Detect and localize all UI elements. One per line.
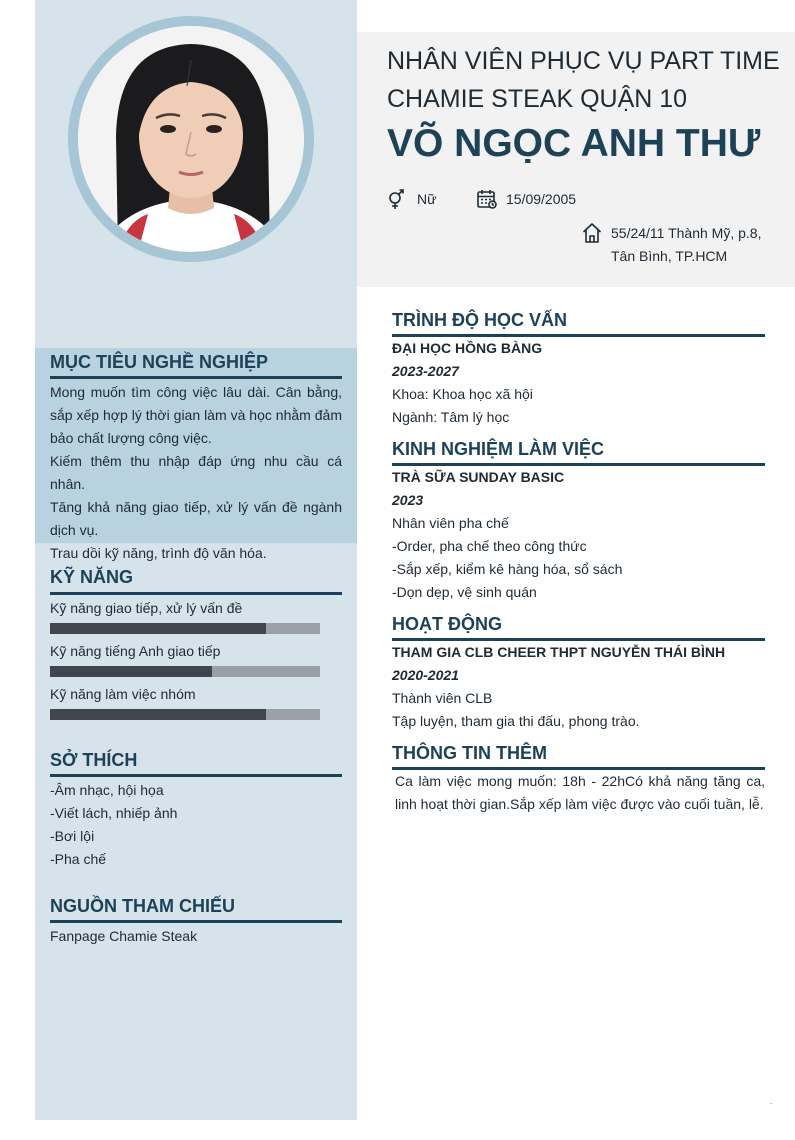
hobbies-title: SỞ THÍCH bbox=[50, 750, 138, 770]
activity-line: Tập luyện, tham gia thi đấu, phong trào. bbox=[392, 713, 640, 729]
skill-label: Kỹ năng làm việc nhóm bbox=[50, 686, 196, 702]
additional-info-title: THÔNG TIN THÊM bbox=[392, 743, 547, 763]
skill-bar-fill bbox=[50, 623, 266, 634]
skill-bar-track bbox=[50, 623, 320, 634]
objective-title: MỤC TIÊU NGHỀ NGHIỆP bbox=[50, 352, 269, 372]
company-name: TRÀ SỮA SUNDAY BASIC bbox=[392, 469, 565, 485]
additional-info-text: Ca làm việc mong muốn: 18h - 22hCó khả năng tăng ca, linh hoạt thời gian.Sắp xếp làm việc được vào cuối tuần, lễ. bbox=[395, 773, 765, 812]
education-title: TRÌNH ĐỘ HỌC VẤN bbox=[392, 310, 567, 330]
objective-paragraph: Mong muốn tìm công việc lâu dài. Cân bằng, sắp xếp hợp lý thời gian làm và học nhằm đảm bảo chất lượng công việc. bbox=[50, 384, 342, 446]
skill-label: Kỹ năng tiếng Anh giao tiếp bbox=[50, 643, 221, 659]
job-title-line: NHÂN VIÊN PHỤC VỤ PART TIME bbox=[387, 47, 780, 75]
header-panel bbox=[357, 32, 795, 287]
objective-paragraph: Trau dồi kỹ năng, trình độ văn hóa. bbox=[50, 545, 267, 561]
experience-line: -Dọn dẹp, vệ sinh quán bbox=[392, 584, 537, 600]
skill-label: Kỹ năng giao tiếp, xử lý vấn đề bbox=[50, 600, 243, 616]
objective-paragraph: Tăng khả năng giao tiếp, xử lý vấn đề ngành dịch vụ. bbox=[50, 499, 342, 538]
experience-title: KINH NGHIỆM LÀM VIỆC bbox=[392, 439, 605, 459]
home-icon bbox=[582, 222, 602, 249]
skill-bar-fill bbox=[50, 666, 212, 677]
address bbox=[611, 222, 761, 268]
experience-line: Nhân viên pha chế bbox=[392, 515, 509, 531]
skill-item bbox=[50, 685, 342, 703]
skill-item bbox=[50, 599, 342, 617]
objective-paragraph: Kiếm thêm thu nhập đáp ứng nhu cầu cá nhân. bbox=[50, 453, 342, 492]
hobby-item: -Bơi lội bbox=[50, 828, 95, 844]
experience-time: 2023 bbox=[392, 492, 424, 508]
reference-item: Fanpage Chamie Steak bbox=[50, 928, 198, 944]
hobby-item: -Pha chế bbox=[50, 851, 107, 867]
skills-title: KỸ NĂNG bbox=[50, 567, 134, 587]
skills-divider bbox=[50, 592, 342, 595]
skill-bar-track bbox=[50, 666, 320, 677]
job-title-line: CHAMIE STEAK QUẬN 10 bbox=[387, 85, 688, 113]
footer-mark: . bbox=[770, 1097, 773, 1106]
school-name: ĐẠI HỌC HỒNG BÀNG bbox=[392, 340, 543, 356]
candidate-name: VÕ NGỌC ANH THƯ bbox=[387, 122, 761, 165]
activity-time: 2020-2021 bbox=[392, 667, 459, 683]
calendar-icon bbox=[476, 188, 498, 215]
gender-value: Nữ bbox=[417, 191, 437, 207]
references-list bbox=[50, 925, 342, 948]
activity-line: Thành viên CLB bbox=[392, 690, 493, 706]
hobby-item: -Âm nhạc, hội họa bbox=[50, 782, 164, 798]
job-title bbox=[387, 42, 787, 118]
education-entry bbox=[392, 337, 765, 429]
activities-entry bbox=[392, 641, 765, 733]
activities-title: HOẠT ĐỘNG bbox=[392, 614, 502, 634]
skill-bar-track bbox=[50, 709, 320, 720]
skill-bar-fill bbox=[50, 709, 266, 720]
left-column bbox=[35, 0, 357, 1120]
birthday-value: 15/09/2005 bbox=[506, 191, 577, 207]
profile-photo bbox=[78, 26, 304, 252]
hobbies-list bbox=[50, 779, 342, 871]
references-divider bbox=[50, 920, 342, 923]
profile-photo-frame bbox=[68, 16, 314, 262]
address-line: 55/24/11 Thành Mỹ, p.8, bbox=[611, 225, 762, 241]
experience-entry bbox=[392, 466, 765, 604]
activity-org: THAM GIA CLB CHEER THPT NGUYỄN THÁI BÌNH bbox=[392, 644, 726, 660]
skill-item bbox=[50, 642, 342, 660]
experience-line: -Order, pha chế theo công thức bbox=[392, 538, 587, 554]
education-time: 2023-2027 bbox=[392, 363, 459, 379]
education-line: Ngành: Tâm lý học bbox=[392, 409, 510, 425]
hobby-item: -Viết lách, nhiếp ảnh bbox=[50, 805, 178, 821]
objective-text bbox=[50, 381, 342, 565]
objective-divider bbox=[50, 376, 342, 379]
education-line: Khoa: Khoa học xã hội bbox=[392, 386, 533, 402]
hobbies-divider bbox=[50, 774, 342, 777]
references-title: NGUỒN THAM CHIẾU bbox=[50, 896, 235, 916]
experience-line: -Sắp xếp, kiểm kê hàng hóa, sổ sách bbox=[392, 561, 623, 577]
address-line: Tân Bình, TP.HCM bbox=[611, 248, 728, 264]
gender-icon bbox=[386, 188, 408, 215]
